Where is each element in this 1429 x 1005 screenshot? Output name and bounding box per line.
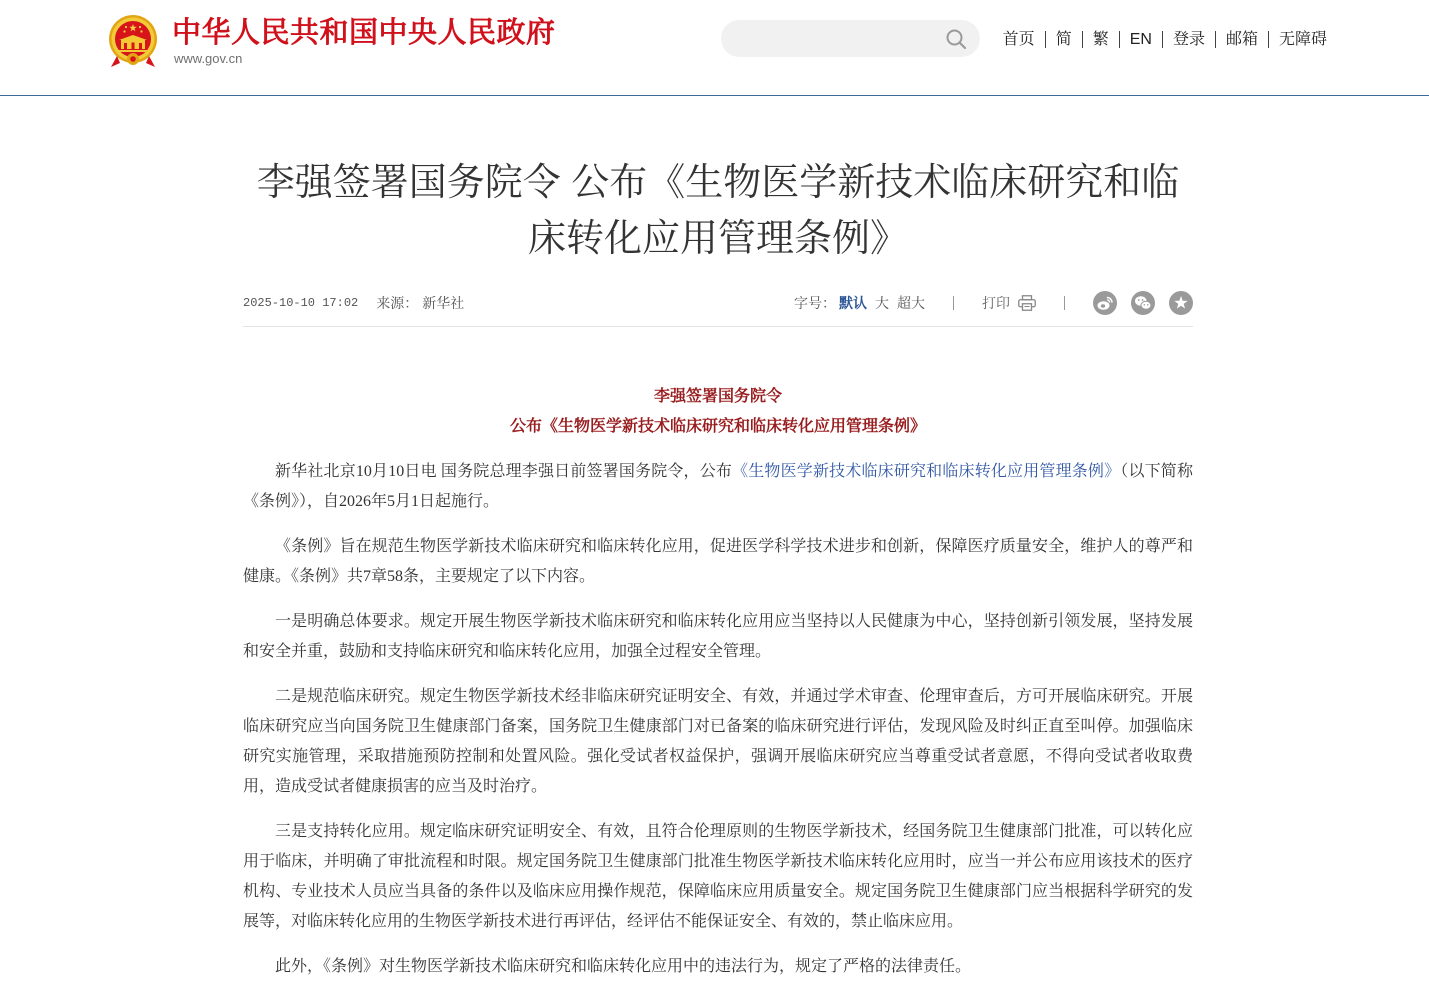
publish-datetime: 2025-10-10 17:02 (243, 296, 359, 310)
article-title: 李强签署国务院令 公布《生物医学新技术临床研究和临床转化应用管理条例》 (256, 162, 1180, 260)
national-emblem-icon (108, 13, 158, 69)
print-label: 打印 (982, 295, 1010, 311)
source-name: 新华社 (422, 295, 465, 311)
site-header (0, 0, 1429, 96)
body-paragraph: 一是明确总体要求。规定开展生物医学新技术临床研究和临床转化应用应当坚持以人民健康为中心，坚持创新引领发展，坚持发展和安全并重，鼓励和支持临床研究和临床转化应用，加强全过程安全管理。 (243, 613, 1193, 660)
article-meta (243, 289, 1193, 327)
search-input[interactable] (737, 28, 941, 51)
font-size-label: 字号： (794, 295, 836, 311)
font-size-default[interactable]: 默认 (839, 295, 867, 311)
body-heading-line-1: 李强签署国务院令 (653, 388, 782, 405)
lead-text-before: 新华社北京10月10日电 国务院总理李强日前签署国务院令，公布 (275, 463, 733, 480)
favorite-icon[interactable] (1169, 291, 1193, 315)
regulation-link[interactable]: 《生物医学新技术临床研究和临床转化应用管理条例》 (732, 463, 1121, 480)
nav-traditional[interactable]: 繁 (1082, 31, 1109, 48)
lead-paragraph (243, 457, 1193, 517)
lead-text-after: （以下简称《条例》），自2026年5月1日起施行。 (243, 463, 1193, 510)
print-button[interactable] (982, 293, 1036, 313)
font-size-extra-large[interactable]: 超大 (897, 295, 925, 311)
share-bar (1093, 291, 1193, 315)
nav-mailbox[interactable]: 邮箱 (1215, 31, 1258, 48)
site-title: 中华人民共和国中央人民政府 (172, 17, 556, 49)
search-box (721, 20, 980, 57)
printer-icon (1018, 295, 1036, 311)
divider (953, 296, 954, 310)
meta-tools (794, 291, 1193, 315)
body-paragraph: 《条例》旨在规范生物医学新技术临床研究和临床转化应用，促进医学科学技术进步和创新，保障医疗质量安全，维护人的尊严和健康。《条例》共7章58条，主要规定了以下内容。 (243, 538, 1193, 585)
body-paragraph: 此外，《条例》对生物医学新技术临床研究和临床转化应用中的违法行为，规定了严格的法律责任。 (275, 958, 972, 975)
nav-home[interactable]: 首页 (1002, 31, 1035, 48)
wechat-icon[interactable] (1131, 291, 1155, 315)
site-url: www.gov.cn (174, 51, 243, 66)
weibo-icon[interactable] (1093, 291, 1117, 315)
site-logo-link[interactable] (108, 13, 568, 73)
body-paragraph: 三是支持转化应用。规定临床研究证明安全、有效，且符合伦理原则的生物医学新技术，经国务院卫生健康部门批准，可以转化应用于临床，并明确了审批流程和时限。规定国务院卫生健康部门批准生物医学新技术临床转化应用时，应当一并公布应用该技术的医疗机构、专业技术人员应当具备的条件以及临床应用操作规范，保障临床应用质量安全。规定国务院卫生健康部门应当根据科学研究的发展等，对临床转化应用的生物医学新技术进行再评估，经评估不能保证安全、有效的，禁止临床应用。 (243, 823, 1193, 930)
divider (1064, 296, 1065, 310)
body-paragraph: 二是规范临床研究。规定生物医学新技术经非临床研究证明安全、有效，并通过学术审查、伦理审查后，方可开展临床研究。开展临床研究应当向国务院卫生健康部门备案，国务院卫生健康部门对已备案的临床研究进行评估，发现风险及时纠正直至叫停。加强临床研究实施管理，采取措施预防控制和处置风险。强化受试者权益保护，强调开展临床研究应当尊重受试者意愿，不得向受试者收取费用，造成受试者健康损害的应当及时治疗。 (243, 688, 1193, 795)
font-size-large[interactable]: 大 (875, 295, 889, 311)
article-body (243, 382, 1193, 982)
article-container (243, 96, 1193, 982)
top-nav (1003, 31, 1327, 48)
nav-english[interactable]: EN (1119, 31, 1152, 48)
nav-simplified[interactable]: 简 (1045, 31, 1072, 48)
source-label: 来源： (376, 295, 419, 311)
meta-left (243, 293, 464, 313)
search-icon[interactable] (945, 28, 967, 50)
body-heading-line-2: 公布《生物医学新技术临床研究和临床转化应用管理条例》 (509, 418, 926, 435)
nav-login[interactable]: 登录 (1162, 31, 1205, 48)
nav-accessibility[interactable]: 无障碍 (1268, 31, 1327, 48)
